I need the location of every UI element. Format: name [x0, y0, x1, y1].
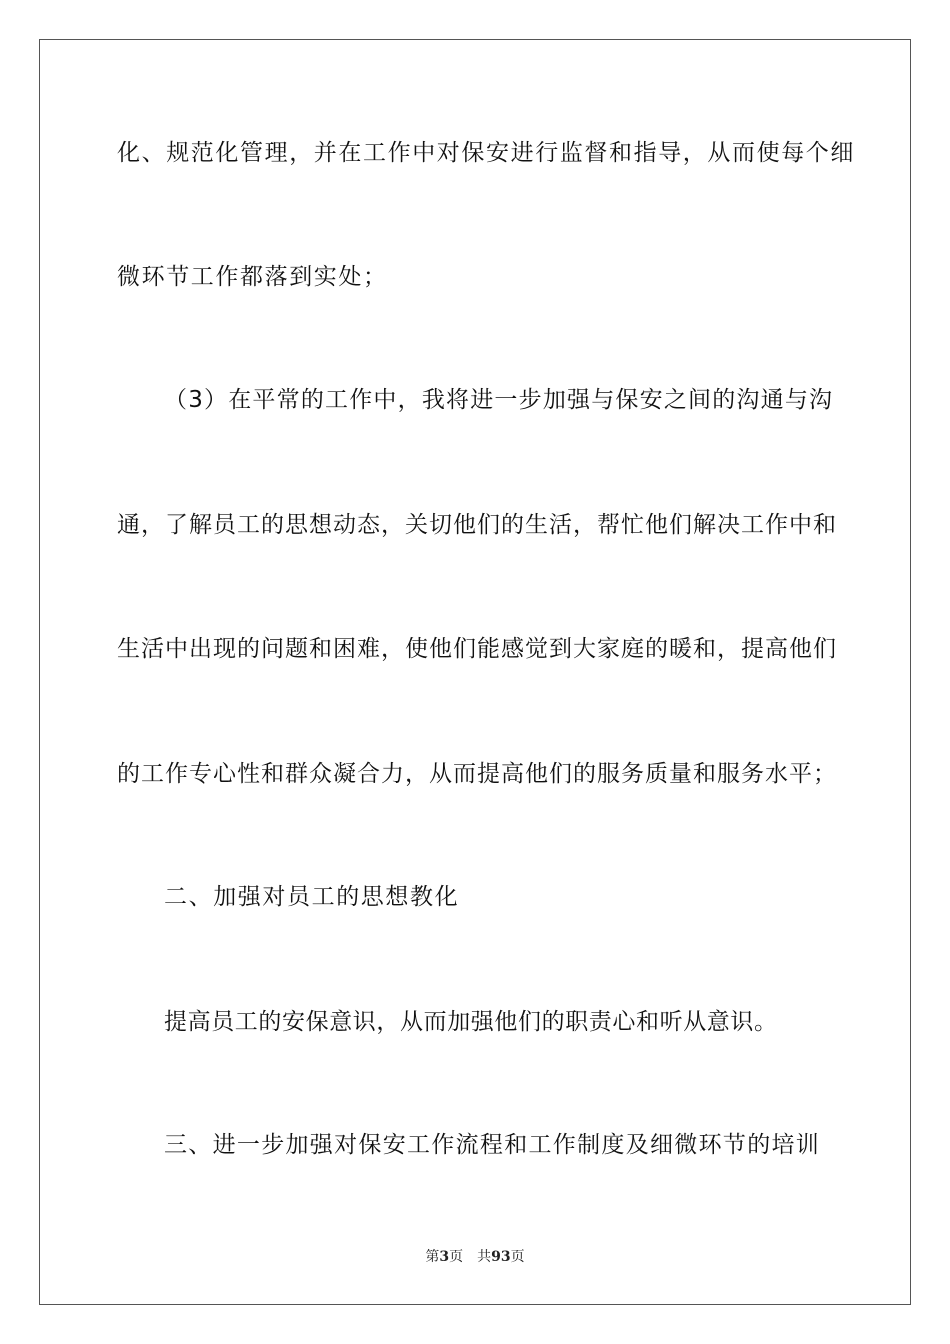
section-heading: 二、加强对员工的思想教化 [164, 884, 460, 910]
body-text-line: 提高员工的安保意识，从而加强他们的职责心和听从意识。 [164, 1009, 778, 1035]
body-text-line: 微环节工作都落到实处； [117, 264, 388, 290]
page-prefix: 第 [425, 1249, 440, 1265]
total-suffix: 页 [510, 1249, 525, 1265]
total-prefix: 共 [477, 1249, 492, 1265]
body-text-line: 的工作专心性和群众凝合力，从而提高他们的服务质量和服务水平； [117, 761, 837, 787]
body-text-line: 化、规范化管理，并在工作中对保安进行监督和指导，从而使每个细 [117, 140, 855, 166]
page-suffix: 页 [449, 1249, 464, 1265]
section-heading: 三、进一步加强对保安工作流程和工作制度及细微环节的培训 [164, 1132, 821, 1158]
body-text-line: 通，了解员工的思想动态，关切他们的生活，帮忙他们解决工作中和 [117, 512, 837, 538]
total-pages: 93 [491, 1249, 511, 1265]
page-number: 3 [439, 1249, 450, 1265]
body-text-line: （3）在平常的工作中，我将进一步加强与保安之间的沟通与沟 [164, 387, 834, 413]
page-footer [0, 1248, 950, 1266]
page-border [39, 39, 911, 1305]
body-text-line: 生活中出现的问题和困难，使他们能感觉到大家庭的暖和，提高他们 [117, 636, 837, 662]
